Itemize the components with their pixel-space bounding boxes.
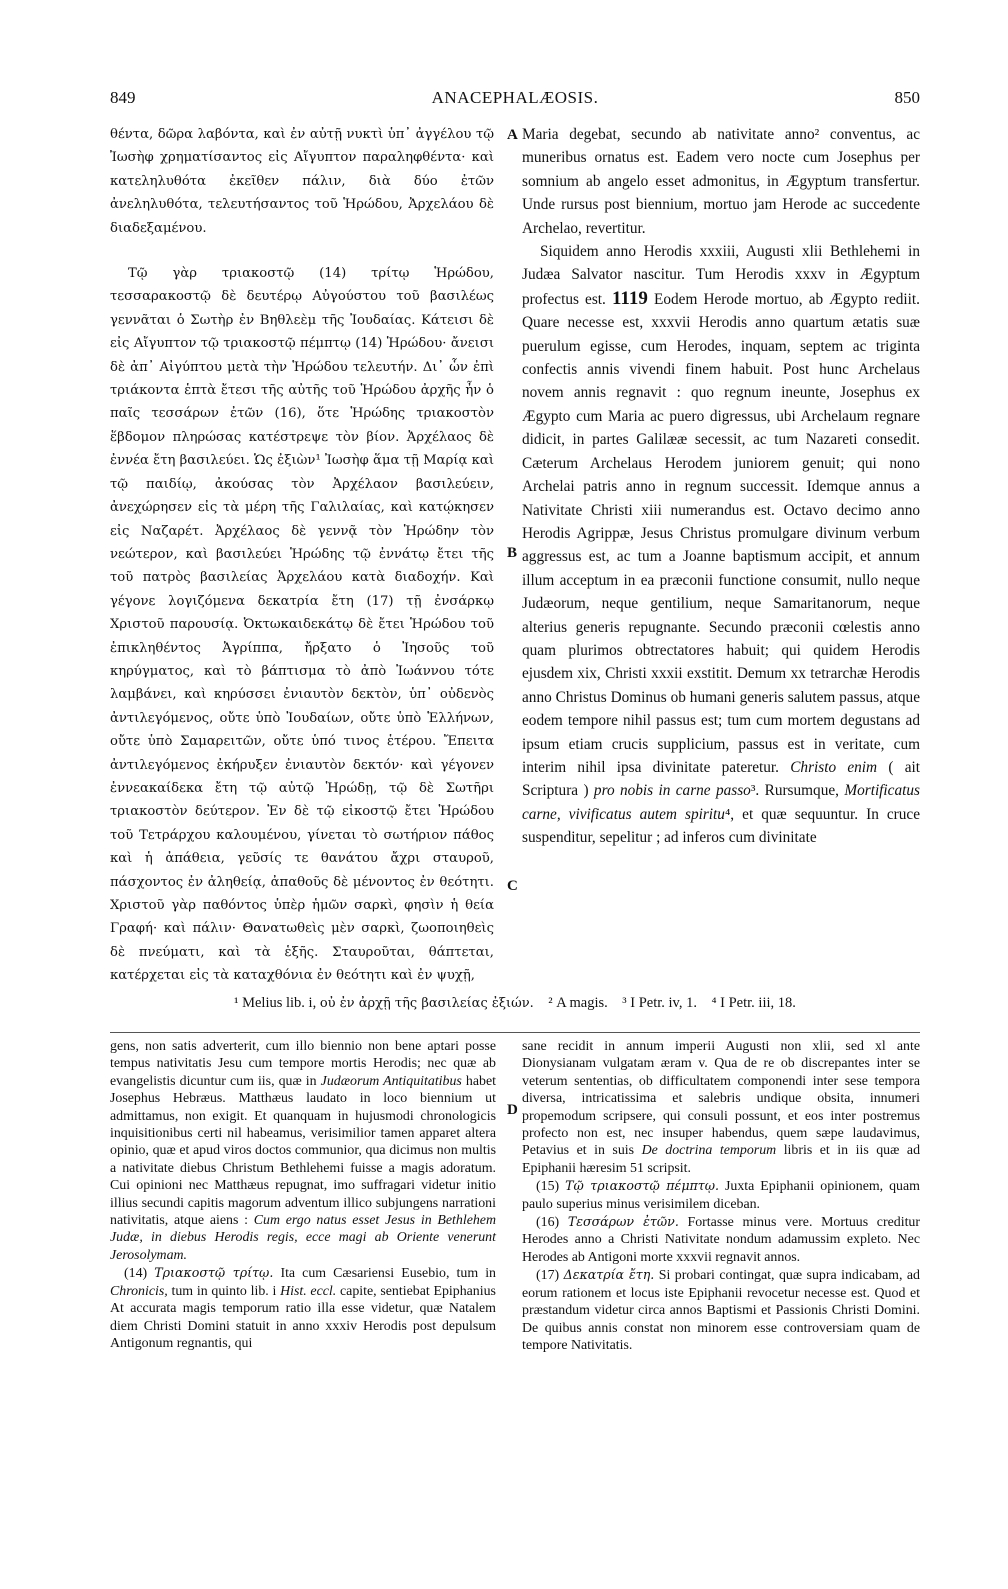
note-paragraph: (17) Δεκατρία ἔτη. Si probari contingat, quæ supra indicabam, ad eorum rationem et locus iste Epiphanii revocetur necesse est. Quod et præstandum videtur circa annos Baptismi et Passionis Christi Domini. De quibus annis constat non minorem esse controversiam quam de tempore Nativitatis.: [522, 1267, 920, 1353]
footnote-4: ⁴ I Petr. iii, 18.: [711, 995, 796, 1011]
latin-paragraph: Maria degebat, secundo ab nativitate anno² conventus, ac muneribus ornatus est. Eadem vero nocte cum Josephus per somnium ab angelo esset admonitus, in Ægyptum transfertur. Unde rursus post biennium, mortuo jam Herode ac succedente Archelao, revertitur.: [522, 126, 920, 237]
greek-paragraph: θέντα, δῶρα λαβόντα, καὶ ἐν αὐτῇ νυκτὶ ὑπ᾽ ἀγγέλου τῷ Ἰωσὴφ χρηματίσαντος εἰς Αἴγυπτον παραληφθέντα· καὶ κατεληλυθότα ἐκεῖθεν πάλιν, διὰ δύο ἐτῶν ἀνεληλυθότα, τελευτήσαντος τοῦ Ἡρώδου, Ἀρχελάου δὲ διαδεξαμένου.: [110, 127, 494, 236]
page-number-left: 849: [110, 88, 136, 107]
margin-letter-d: D: [507, 1102, 518, 1118]
note-paragraph: (16) Τεσσάρων ἐτῶν. Fortasse minus vere. Mortuus creditur Herodes anno a Christi Nativitate nondum adamussim expleto. Nec Herodes ab Antigoni morte xxxvii regnavit annos.: [522, 1214, 920, 1265]
note-paragraph: gens, non satis adverterit, cum illo biennio non bene aptari posse tempus nativitatis Jesu cum tempore mortis Herodis; nec quæ ab evangelistis dicuntur cum iis, quæ in Judæorum Antiquitatibus habet Josephus Hebræus. Matthæus laudato in loco biennium ut admittamus, non exigit. Et quanquam in hujusmodi chronologicis inquisitionibus certi nil habeamus, verisimilior tamen apparet altera opinio, quæ et apud viros doctos communior, qua dicimus non multis a nativitate diebus Christum Bethlehemi fuisse a magis adoratum. Cui opinioni nec Matthæus repugnat, imo suffragari videtur initio illius secundi capitis magorum adventum illico subjungens narrationi nativitatis, atque aiens : Cum ergo natus esset Jesus in Bethlehem Judæ, in diebus Herodis regis, ecce magi ab Oriente venerunt Jerosolymam.: [110, 1039, 497, 1263]
greek-paragraph: Τῷ γὰρ τριακοστῷ (14) τρίτῳ Ἡρώδου, τεσσαρακοστῷ δὲ δευτέρῳ Αὐγούστου τοῦ βασιλέως γεννᾶται ὁ Σωτὴρ ἐν Βηθλεὲμ τῆς Ἰουδαίας. Κάτεισι δὲ εἰς Αἴγυπτον τῷ τριακοστῷ πέμπτῳ (14) Ἡρώδου· ἄνεισι δὲ ἀπ᾽ Αἰγύπτου μετὰ τὴν Ἡρώδου τελευτήν. Δι᾽ ὧν ἐπὶ τριάκοντα ἑπτὰ ἔτεσι τῆς αὐτῆς τοῦ Ἡρώδου ἀρχῆς ἦν ὁ παῖς τεσσάρων ἐτῶν (16), ὅτε Ἡρώδης τριακοστὸν ἕβδομον πληρώσας κατέστρεψε τὸν βίον. Ἀρχέλαος δὲ ἐννέα ἔτη βασιλεύει. Ὡς ἐξιὼν¹ Ἰωσὴφ ἅμα τῇ Μαρίᾳ καὶ τῷ παιδίῳ, ἀκούσας τὸν Ἀρχέλαον βασιλεύειν, ἀνεχώρησεν εἰς τὰ μέρη τῆς Γαλιλαίας, καὶ κατῴκησεν εἰς Ναζαρέτ. Ἀρχέλαος δὲ γεννᾷ τὸν Ἡρώδην τὸν νεώτερον, καὶ βασιλεύει Ἡρώδης τῷ ἐννάτῳ ἔτει τῆς τοῦ πατρὸς βασιλείας Ἀρχελάου κατὰ διαδοχήν. Καὶ γέγονε λογιζόμενα δεκατρία ἔτη (17) τῇ ἐνσάρκῳ Χριστοῦ παρουσίᾳ. Ὀκτωκαιδεκάτῳ δὲ ἔτει Ἡρώδου τοῦ ἐπικληθέντος Ἀγρίππα, ἤρξατο ὁ Ἰησοῦς τοῦ κηρύγματος, καὶ τὸ βάπτισμα τὸ ἀπὸ Ἰωάννου τότε λαμβάνει, καὶ κηρύσσει ἐνιαυτὸν δεκτὸν, ὑπ᾽ οὐδενὸς ἀντιλεγόμενος, οὔτε ὑπὸ Ἰουδαίων, οὔτε ὑπὸ Ἑλλήνων, οὔτε ὑπὸ Σαμαρειτῶν, οὔτε ὑπό τινος ἑτέρου. Ἔπειτα ἀντιλεγόμενος ἐκήρυξεν ἐνιαυτὸν δεκτόν· καὶ γέγονεν ἐννεακαίδεκα ἔτη τῷ αὐτῷ Ἡρώδῃ, τῷ δὲ Σωτῆρι τριακοστὸν δεύτερον. Ἐν δὲ τῷ εἰκοστῷ ἔτει Ἡρώδου τοῦ Τετράρχου καλουμένου, γίνεται τὸ σωτήριον πάθος καὶ ἡ ἀπάθεια, γεῦσίς τε θανάτου ἄχρι σταυροῦ, πάσχοντος ἐν ἀληθείᾳ, ἀπαθοῦς δὲ μένοντος ἐν θεότητι. Χριστοῦ γὰρ παθόντος ὑπὲρ ἡμῶν σαρκὶ, φησὶν ἡ θεία Γραφή· καὶ πάλιν· Θανατωθεὶς μὲν σαρκὶ, ζωοποιηθεὶς δὲ πνεύματι, καὶ τὰ ἑξῆς. Σταυροῦται, θάπτεται, κατέρχεται εἰς τὰ καταχθόνια ἐν θεότητι καὶ ἐν ψυχῇ,: [110, 266, 494, 984]
notes-right-column: [522, 1038, 920, 1558]
note-paragraph: (14) Τριακοστῷ τρίτῳ. Ita cum Cæsariensi Eusebio, tum in Chronicis, tum in quinto lib. i Hist. eccl. capite, sentiebat Epiphanius At accurata magis temporum ratio illa esse videtur, quæ Natalem diem Christi Domini statuit in anno xxxiv Herodis post depulsum Antigonum regnantis, qui: [110, 1265, 497, 1351]
latin-column: [522, 123, 920, 985]
latin-paragraph: Siquidem anno Herodis xxxiii, Augusti xlii Bethlehemi in Judæa Salvator nascitur. Tum Herodis xxxv in Ægyptum profectus est. 1119 Eodem Herode mortuo, ab Ægypto rediit. Quare necesse est, xxxvii Herodis anno quartum ætatis suæ puerulum egisse, cum Herodes, inquam, septem ac triginta confectis annis vivendi finem habuit. Post hunc Archelaus novem annis regnavit : quo regnum ineunte, Josephus ex Ægypto cum Maria ac puero digressus, ubi Archelaum regnare didicit, in partes Galilææ secessit, ac tum Nazareti consedit. Cæterum Archelaus Herodem juniorem genuit; qui nono Archelai patris anno in regnum successit. Idemque annus a Nativitate Christi xiii numerandus est. Octavo decimo anno Herodis Agrippæ, Jesus Christus promulgare divinum verbum aggressus est, ac tum a Joanne baptismum accipit, et annum illum acceptum in ea præconii functione consumit, nullo neque Judæorum, neque gentilium, neque Samaritanorum, neque alterius generis repugnante. Secundo præconii cœlestis anno quam plurimos obtrectatores habuit; qui quidem Herodis ejusdem xix, Christi xxxii exstitit. Demum xx tetrarchæ Herodis anno Christus Dominus ob humani generis salutem passus, atque eodem tempore nihil passus est; tum cum mortem degustans ad ipsum etiam crucis supplicium, passus est in veritate, cum interim nihil ipsa divinitate pateretur. Christo enim ( ait Scriptura ) pro nobis in carne passo³. Rursumque, Mortificatus carne, vivificatus autem spiritu⁴, et quæ sequuntur. In cruce suspenditur, sepelitur ; ad inferos cum divinitate: [522, 243, 920, 847]
footnote-3: ³ I Petr. iv, 1.: [622, 995, 697, 1011]
divider-rule: [110, 1032, 920, 1033]
footnotes-line: [110, 995, 920, 1012]
note-paragraph: sane recidit in annum imperii Augusti non xlii, sed xl ante Dionysianam vulgatam æram v. Qua de re ob discrepantes inter se veterum sententias, ob difficultatem componendi inter sese tempora diversa, intricatissima et salebris undique obsita, innumeri propemodum scripsere, qui consuli possunt, et eos inter postremus profecto non est, nec insuper habendus, quem sæpe laudavimus, Petavius et in suis De doctrina temporum libris et in iis quæ ad Epiphanii hæresim 51 scripsit.: [522, 1039, 921, 1176]
running-head: [110, 88, 920, 112]
footnote-2: ² A magis.: [548, 995, 608, 1011]
footnote-1: ¹ Melius lib. i,: [234, 995, 317, 1011]
page: [110, 88, 920, 1558]
margin-letter-a: A: [507, 127, 518, 143]
column-number: 1119: [611, 287, 648, 309]
note-paragraph: (15) Τῷ τριακοστῷ πέμπτῳ. Juxta Epiphanii opinionem, quam paulo superius minus verisimilem diceban.: [522, 1178, 920, 1212]
page-number-right: 850: [894, 88, 920, 107]
margin-letter-c: C: [507, 878, 518, 894]
notes-left-column: [110, 1038, 496, 1558]
footnote-1-greek: οὐ ἐν ἀρχῇ τῆς βασιλείας ἐξιών.: [319, 996, 534, 1011]
running-title: ANACEPHALÆOSIS.: [431, 88, 599, 107]
greek-column: [110, 123, 494, 985]
margin-letter-b: B: [507, 545, 518, 561]
